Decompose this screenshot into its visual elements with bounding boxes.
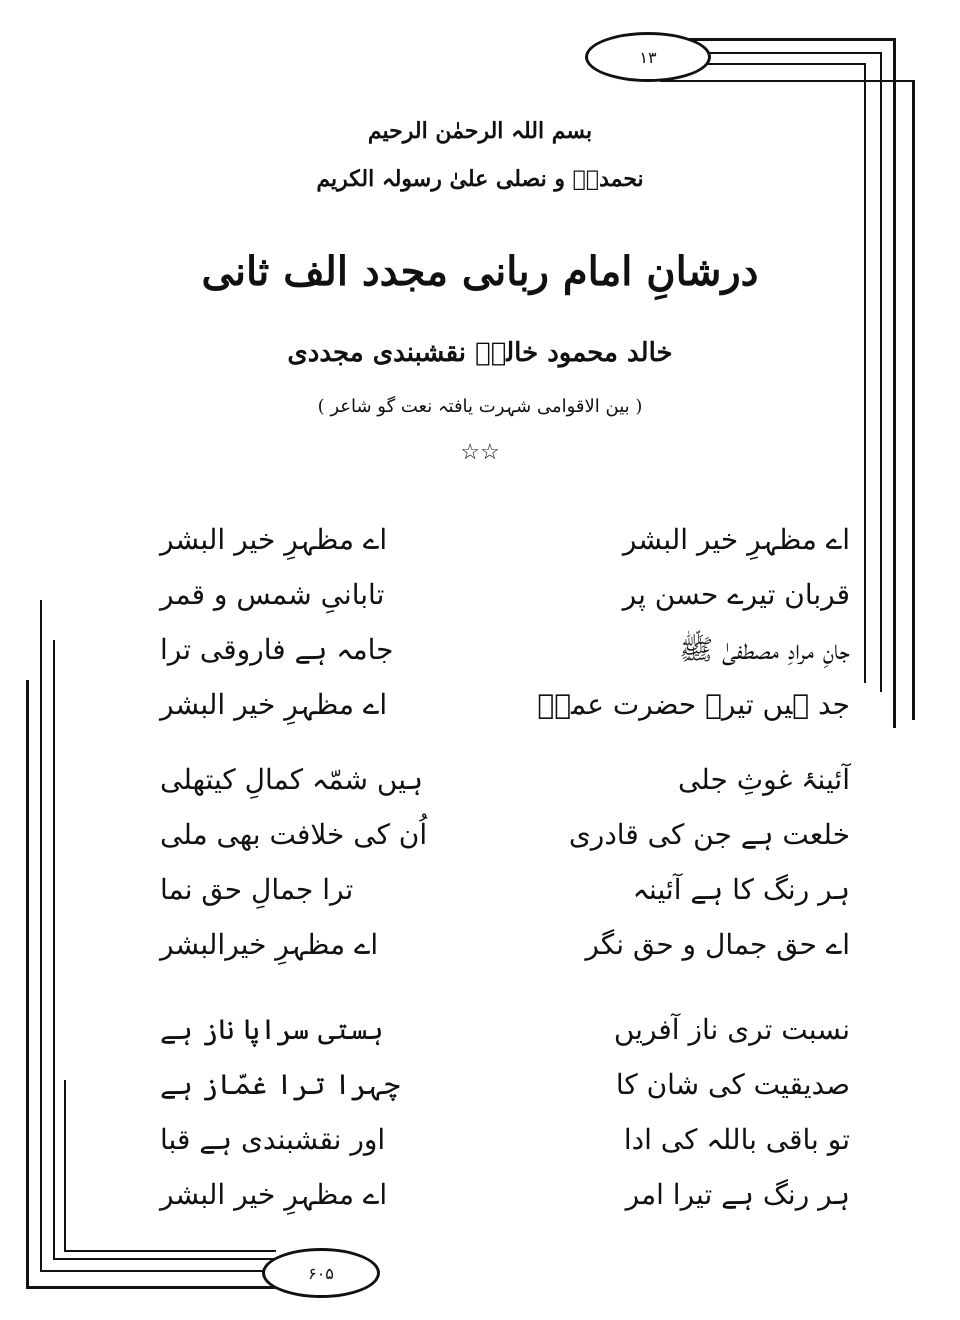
verse-right-half: نسبت تری ناز آفریں	[613, 1013, 850, 1046]
verse-right-half: ہر رنگ کا ہے آئینہ	[632, 873, 850, 906]
bismillah-line: بسم اللہ الرحمٰن الرحیم	[367, 118, 593, 144]
verse-line	[160, 760, 850, 815]
frame-bottom-line-mid	[40, 1270, 276, 1272]
verse-right-half: جانِ مرادِ مصطفیٰ ﷺ	[679, 633, 850, 666]
verse-left-half: اے مظہرِ خیرالبشر	[160, 928, 379, 961]
frame-right-line-far	[912, 80, 915, 720]
verse-left-half: تابانیِ شمس و قمر	[160, 578, 385, 611]
verse-right-half: ہر رنگ ہے تیرا امر	[625, 1178, 850, 1211]
verse-right-half: قربان تیرے حسن پر	[622, 578, 850, 611]
verse-left-half: ترا جمالِ حق نما	[160, 873, 354, 906]
frame-bottom-line-innermost	[64, 1250, 276, 1252]
verse-line	[160, 575, 850, 630]
verse-left-half: اے مظہرِ خیر البشر	[160, 1178, 388, 1211]
verse-line	[160, 1065, 850, 1120]
verse-left-half: اے مظہرِ خیر البشر	[160, 523, 388, 556]
frame-bottom-line-outer	[26, 1286, 276, 1289]
verse-right-half: اے حق جمال و حق نگر	[585, 928, 850, 961]
frame-right-line-inner	[864, 63, 866, 683]
verse-left-half: اُن کی خلافت بھی ملی	[160, 818, 428, 851]
verse-right-half: اے مظہرِ خیر البشر	[622, 523, 850, 556]
verse-left-half: جامہ ہے فاروقی ترا	[160, 633, 394, 666]
page-number-bottom: ۶۰۵	[308, 1263, 334, 1283]
page-number-top: ۱۳	[639, 47, 657, 67]
verse-line	[160, 630, 850, 685]
verse-line	[160, 1175, 850, 1230]
author-note: ( بین الاقوامی شہرت یافتہ نعت گو شاعر )	[317, 396, 643, 417]
frame-left-line-inner	[53, 640, 55, 1260]
verse-line	[160, 1120, 850, 1175]
durood-line: نحمدہٗ و نصلی علیٰ رسولہ الکریم	[316, 166, 644, 192]
verse-line	[160, 1010, 850, 1065]
stanza-1	[160, 520, 850, 740]
verse-line	[160, 520, 850, 575]
frame-top-line-far	[660, 80, 914, 82]
frame-bottom-line-inner	[53, 1258, 276, 1260]
verse-right-half: جد ہیں تیرے حضرت عمرؓ	[537, 688, 850, 721]
frame-left-line-mid	[40, 600, 42, 1272]
verse-right-half: خلعت ہے جن کی قادری	[568, 818, 850, 851]
frame-right-line-outer	[893, 38, 896, 728]
verse-right-half: صدیقیت کی شان کا	[615, 1068, 850, 1101]
page-title: درشانِ امام ربانی مجدد الف ثانی	[201, 248, 759, 295]
stars-ornament: ☆☆	[460, 440, 500, 465]
verse-line	[160, 925, 850, 980]
verse-left-half: ہستی سراپا ناز ہے	[160, 1013, 384, 1046]
frame-left-line-innermost	[64, 1080, 66, 1252]
verse-right-half: تو باقی باللہ کی ادا	[623, 1123, 850, 1156]
author-name: خالد محمود خالدؔ نقشبندی مجددی	[287, 338, 673, 368]
verse-left-half: اے مظہرِ خیر البشر	[160, 688, 388, 721]
page-number-bottom-oval	[262, 1248, 380, 1298]
verse-left-half: اور نقشبندی ہے قبا	[160, 1123, 386, 1156]
verse-left-half: ہیں شمّہ کمالِ کیتھلی	[160, 763, 424, 796]
verse-right-half: آئینۂ غوثِ جلی	[677, 763, 850, 796]
verse-left-half: چہرا ترا غمّاز ہے	[160, 1068, 400, 1101]
verse-line	[160, 870, 850, 925]
page-number-top-oval	[585, 32, 711, 82]
frame-right-line-mid	[880, 52, 882, 692]
verse-line	[160, 815, 850, 870]
verse-line	[160, 685, 850, 740]
stanza-3	[160, 1010, 850, 1230]
frame-left-line-outer	[26, 680, 29, 1288]
stanza-2	[160, 760, 850, 980]
